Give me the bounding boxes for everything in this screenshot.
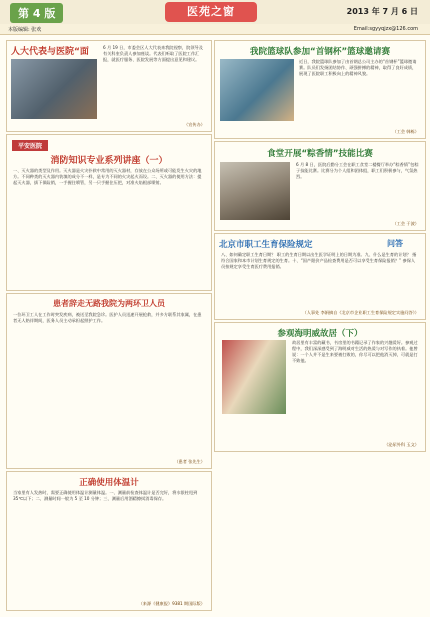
article-title: 我院篮球队参加“首钢杯”篮球邀请赛 (249, 47, 391, 57)
issue-number: 第 4 版 (10, 3, 63, 23)
hemingway-house (214, 322, 426, 452)
article-body: 一位环卫工人在工作时突发疾病，被送至我院急诊。医护人员迅速开展抢救，并多方联系其家属，在患者无人陪伴期间，医务人员主动承担起照护工作。 (13, 312, 202, 323)
news-photo (220, 59, 294, 121)
thermometer-article (6, 471, 212, 611)
fire-safety-column (6, 134, 212, 291)
article-body: 八、如何确定职工生育日期？ 职工的生育日期以出生医学证明上的日期为准。九、什么是生育的计划？ 指符合国家和本市计划生育规定的生育。十、“国产限价产品检查费用是否可以享受生育保险报销？” 参保人员按规定享受生育医疗费用报销。 (221, 252, 417, 269)
news-photo (11, 59, 97, 119)
email-line: Email:sgyyqjzx@126.com (353, 26, 418, 32)
article-title: 正确使用体温计 (79, 478, 139, 488)
article-title: 参观海明威故居（下） (277, 329, 363, 339)
article-author: （来源《健康报》9381 期国际版） (138, 601, 205, 606)
article-body: 6 月 8 日，医院后勤分工会在职工食堂二楼餐厅举办“粽香情”包粽子技能比赛。比赛分为个人组和团体组，职工们积极参与，气氛热烈。 (296, 162, 419, 179)
article-author: （工会 于波） (392, 221, 419, 226)
maternity-insurance-qa (214, 233, 426, 320)
editor-line: 本版编辑: 张欢 (8, 27, 42, 33)
article-body: 故居里有丰富的藏书，书房里的书籍记录了作家的兴趣爱好。参观过程中，我们深深感受到了海明威对生活的热爱与对写作的执着。他曾说：一个人并不是生来要被打败的，你尽可以把他消灭掉，可就是打不败他。 (292, 340, 418, 363)
masthead (0, 0, 430, 25)
article-author: （人事处 李娟摘自《北京市企业职工生育保险规定实施问答》） (302, 310, 419, 315)
article-title: 北京市职工生育保险规定 (219, 240, 313, 250)
article-body: 6 月 19 日，市委会区人大代表来我院视察，院领导及有关科室负责人参加座谈。代表们听取了医院工作汇报，就医疗服务、医院发展等方面提出意见和建议。 (103, 45, 203, 62)
article-basketball (214, 40, 426, 139)
article-author: （泌尿外科 玉文） (384, 442, 419, 447)
article-body: 近日，我院篮球队参加了由首钢总公司主办的“首钢杯”篮球邀请赛。队员们发扬团结协作、顽强拼搏的精神，取得了良好成绩，展现了医院职工积极向上的精神风貌。 (299, 59, 417, 76)
article-title: 患者辞走无路我院为两环卫人员 (53, 299, 165, 308)
article-body: 当家里有人发热时，需要正确使用体温计测量体温。一、测量前检查体温计是否完好，将水银柱甩到 35℃以下；二、测量时间一般为 5 至 10 分钟；三、测量后用酒精擦拭消毒保存。 (13, 490, 198, 501)
article-zongzi-contest (214, 141, 426, 231)
sanitation-worker-story (6, 293, 212, 469)
section-title: 医苑之窗 (165, 2, 257, 22)
article-author: （患者 张先生） (174, 459, 205, 464)
article-title: 食堂开展“粽香情”技能比赛 (267, 149, 373, 159)
article-title: 人大代表与医院“面 (11, 47, 89, 57)
publication-date: 2013 年 7 月 6 日 (346, 7, 418, 16)
article-author: （工会 韩栋） (392, 129, 419, 134)
article-body: 一、灭火器的类型及作用。灭火器是火灾扑救中常用的灭火器材，存放在公众场所或可能发生火灾的地方。不同种类的灭火器内装填的成分不一样，是专为不同的火灾起火而设。二、灭火器的使用方法：提起灭火器，拔下保险销，一手握住喷管，另一只手握住压把，对准火焰根部喷射。 (13, 168, 202, 185)
news-photo (222, 340, 286, 414)
column-label: 平安医院 (12, 140, 48, 151)
info-bar (0, 24, 430, 35)
article-npc-visit (6, 40, 212, 132)
news-photo (220, 162, 290, 220)
article-subtitle: 问答 (387, 239, 403, 248)
article-author: （宣传办） (184, 122, 205, 127)
article-title: 消防知识专业系列讲座（一） (50, 156, 168, 166)
